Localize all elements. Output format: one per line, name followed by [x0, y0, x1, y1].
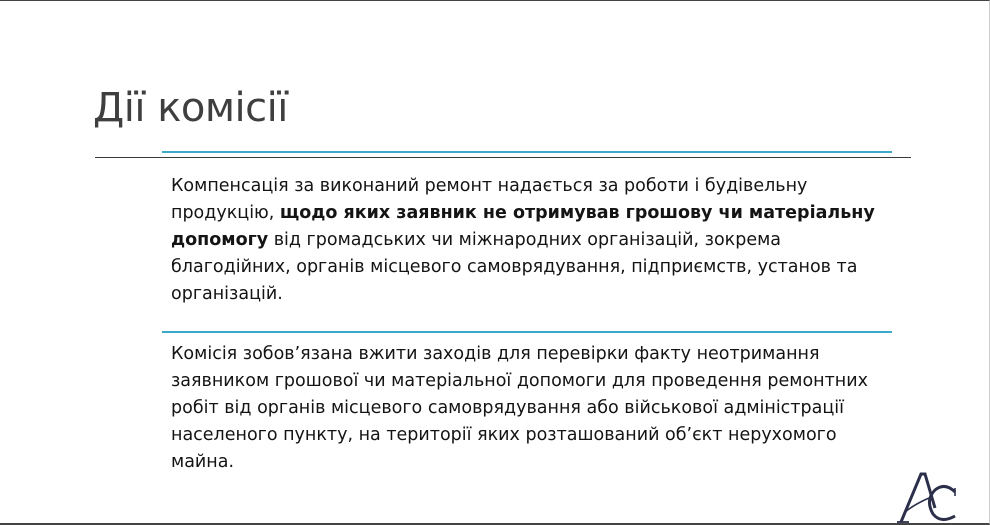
paragraph-commission-duty: Комісія зобов’язана вжити заходів для перевірки факту неотримання заявником грошової чи матеріальної допомоги для проведення ремонтних робіт від органів місцевого самоврядування або військової адміністрації населеного пункту, на території яких розташований об’єкт нерухомого майна. — [171, 344, 868, 472]
paragraph-compensation — [171, 173, 891, 308]
slide-title: Дії комісії — [93, 85, 288, 131]
title-divider — [95, 157, 911, 158]
paragraph-compensation-text-start: Компенсація за виконаний ремонт надається за роботи і будівельну продукцію, — [171, 176, 808, 223]
ac-monogram-logo — [895, 468, 959, 524]
accent-line-middle — [162, 331, 892, 333]
paragraph-compensation-bold: щодо яких заявник не отримував грошову чи матеріальну допомогу — [171, 203, 875, 250]
accent-line-top — [162, 151, 892, 153]
paragraph-compensation-text-end: від громадських чи міжнародних організацій, зокрема благодійних, органів місцевого самоврядування, підприємств, установ та організацій. — [171, 230, 858, 304]
